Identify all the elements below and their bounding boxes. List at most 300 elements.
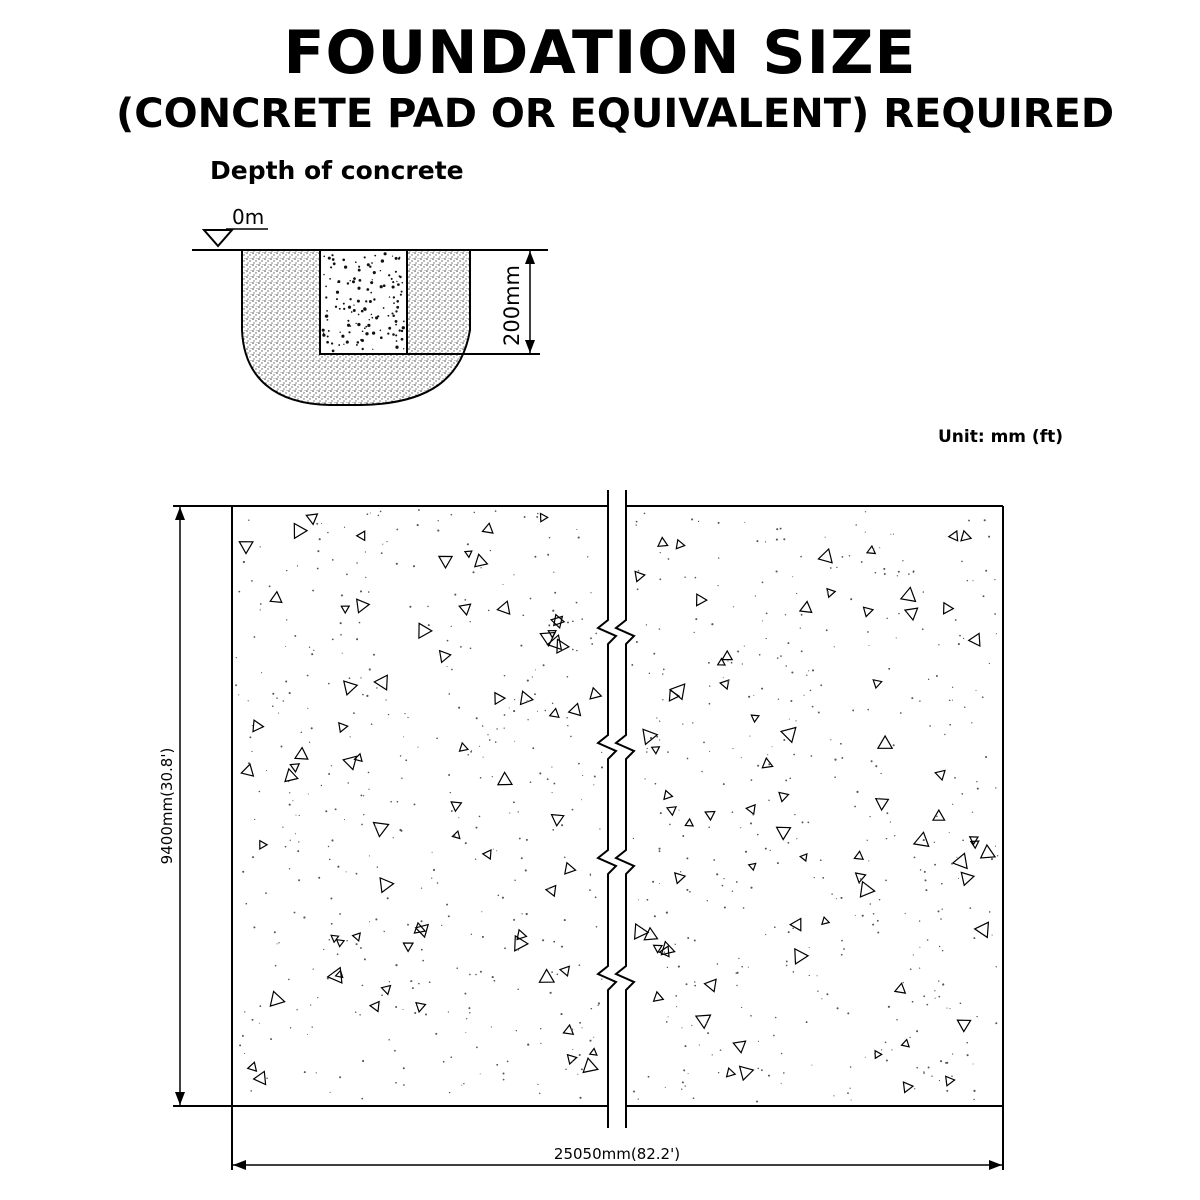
concrete-speck [395,271,397,273]
concrete-speck [393,302,395,304]
aggregate-dot [949,724,950,725]
aggregate-dot [817,975,818,976]
aggregate-dot [894,835,895,836]
aggregate-dot [913,570,915,572]
aggregate-dot [681,1027,682,1028]
aggregate-dot [681,1089,682,1090]
aggregate-dot [712,1054,713,1055]
aggregate-dot [281,746,283,748]
aggregate-dot [433,869,435,871]
aggregate-dot [328,846,329,847]
aggregate-dot [942,983,944,985]
aggregate-dot [633,1091,635,1093]
aggregate-dot [638,925,639,926]
concrete-speck [369,300,372,303]
aggregate-dot [902,560,903,561]
aggregate-dot [458,707,460,709]
aggregate-dot [410,981,412,983]
aggregate-dot [289,692,291,694]
concrete-speck [322,333,325,336]
aggregate-dot [450,792,451,793]
aggregate-dot [801,650,803,652]
aggregate-dot [686,889,688,891]
aggregate-dot [253,926,255,928]
aggregate-dot [582,775,583,776]
aggregate-dot [682,723,683,724]
aggregate-dot [897,575,898,576]
aggregate-dot [395,1006,397,1008]
aggregate-dot [581,799,582,800]
aggregate-dot [938,910,940,912]
aggregate-dot [266,770,267,771]
aggregate-dot [504,714,506,716]
aggregate-dot [942,909,943,910]
aggregate-dot [491,1026,492,1027]
page-title: FOUNDATION SIZE [283,18,917,88]
aggregate-dot [783,538,785,540]
aggregate-dot [919,947,920,948]
aggregate-dot [874,1053,876,1055]
aggregate-dot [820,684,822,686]
concrete-speck [337,280,340,283]
aggregate-dot [467,543,469,545]
aggregate-dot [590,873,591,874]
concrete-speck [350,325,351,326]
aggregate-dot [854,806,856,808]
aggregate-dot [530,781,532,783]
aggregate-dot [476,827,478,829]
aggregate-dot [716,873,718,875]
width-arrow-left [233,1160,246,1170]
aggregate-dot [788,931,790,933]
aggregate-dot [914,1088,915,1089]
aggregate-dot [976,781,977,782]
aggregate-dot [344,527,345,528]
aggregate-dot [414,1012,416,1014]
aggregate-dot [417,524,419,526]
aggregate-dot [923,591,925,593]
aggregate-dot [662,699,663,700]
aggregate-dot [278,713,279,714]
aggregate-dot [388,1039,390,1041]
aggregate-dot [928,679,929,680]
concrete-speck [363,307,366,310]
aggregate-dot [647,899,649,901]
concrete-speck [387,315,389,317]
aggregate-dot [869,816,870,817]
aggregate-dot [307,1034,308,1035]
aggregate-dot [890,821,891,822]
aggregate-dot [266,1078,268,1080]
aggregate-dot [335,808,337,810]
aggregate-dot [929,725,931,727]
aggregate-dot [847,1012,849,1014]
aggregate-dot [590,637,592,639]
aggregate-dot [594,776,596,778]
aggregate-dot [898,571,900,573]
aggregate-dot [713,859,715,861]
aggregate-dot [403,1084,405,1086]
aggregate-dot [723,878,724,879]
aggregate-dot [294,635,296,637]
aggregate-dot [976,1016,977,1017]
aggregate-dot [951,863,953,865]
aggregate-dot [599,828,600,829]
aggregate-dot [341,594,343,596]
aggregate-dot [722,885,724,887]
concrete-speck [370,292,372,294]
concrete-speck [374,255,376,257]
aggregate-dot [811,1065,812,1066]
concrete-speck [395,310,397,312]
aggregate-dot [675,995,677,997]
concrete-speck [369,319,370,320]
aggregate-dot [548,888,550,890]
concrete-speck [365,332,368,335]
aggregate-dot [945,1062,947,1064]
aggregate-dot [668,558,670,560]
aggregate-dot [994,579,995,580]
concrete-speck [383,284,386,287]
aggregate-dot [325,810,327,812]
aggregate-dot [364,958,366,960]
aggregate-dot [958,643,960,645]
aggregate-dot [659,850,661,852]
aggregate-dot [567,676,569,678]
aggregate-dot [886,618,887,619]
aggregate-dot [487,734,488,735]
aggregate-dot [909,1037,910,1038]
concrete-speck [391,278,393,280]
concrete-speck [325,315,328,318]
concrete-pad-section [320,250,407,354]
aggregate-dot [752,814,754,816]
aggregate-dot [737,651,739,653]
aggregate-dot [236,657,237,658]
aggregate-dot [526,913,528,915]
aggregate-dot [920,869,922,871]
aggregate-dot [975,690,976,691]
aggregate-dot [757,834,759,836]
aggregate-dot [418,983,420,985]
aggregate-dot [518,811,519,812]
aggregate-dot [288,781,289,782]
aggregate-dot [332,559,334,561]
aggregate-dot [877,932,879,934]
aggregate-dot [919,700,920,701]
aggregate-dot [960,1002,962,1004]
aggregate-dot [963,638,964,639]
aggregate-dot [851,1100,852,1101]
aggregate-dot [789,777,791,779]
aggregate-dot [934,990,935,991]
aggregate-dot [912,1001,914,1003]
aggregate-dot [691,1025,692,1026]
aggregate-dot [480,567,481,568]
aggregate-dot [989,663,990,664]
aggregate-dot [360,947,362,949]
aggregate-dot [251,580,253,582]
concrete-speck [353,309,356,312]
aggregate-dot [498,895,500,897]
aggregate-dot [387,897,389,899]
aggregate-dot [693,1097,695,1099]
aggregate-dot [717,585,718,586]
concrete-speck [348,306,351,309]
concrete-speck [358,269,361,272]
aggregate-dot [252,725,253,726]
concrete-speck [364,327,366,329]
aggregate-dot [307,675,309,677]
aggregate-dot [958,878,959,879]
concrete-speck [352,280,355,283]
aggregate-dot [454,594,456,596]
concrete-speck [380,270,381,271]
aggregate-dot [370,512,371,513]
aggregate-dot [251,751,252,752]
concrete-speck [380,336,383,339]
aggregate-dot [934,842,935,843]
aggregate-dot [466,1018,467,1019]
aggregate-dot [404,713,405,714]
aggregate-dot [785,614,786,615]
aggregate-dot [694,981,695,982]
aggregate-dot [347,782,348,783]
aggregate-dot [859,882,860,883]
aggregate-dot [438,520,439,521]
aggregate-dot [656,717,657,718]
aggregate-dot [353,712,355,714]
aggregate-dot [285,646,286,647]
aggregate-dot [595,633,597,635]
aggregate-dot [855,524,856,525]
aggregate-dot [346,940,347,941]
aggregate-dot [429,981,431,983]
aggregate-dot [401,777,402,778]
aggregate-dot [820,859,822,861]
aggregate-dot [337,953,339,955]
aggregate-dot [496,728,497,729]
aggregate-dot [550,992,552,994]
aggregate-dot [755,595,756,596]
aggregate-dot [780,528,782,530]
concrete-speck [349,280,350,281]
aggregate-dot [564,919,566,921]
aggregate-dot [356,943,358,945]
aggregate-dot [814,877,815,878]
aggregate-dot [530,598,532,600]
aggregate-dot [633,838,634,839]
aggregate-dot [756,540,758,542]
aggregate-dot [653,653,655,655]
concrete-speck [325,286,327,288]
aggregate-dot [896,637,897,638]
aggregate-dot [691,518,693,520]
aggregate-dot [860,878,862,880]
aggregate-dot [772,746,773,747]
concrete-speck [402,326,405,329]
concrete-speck [392,333,395,336]
aggregate-dot [331,765,332,766]
aggregate-dot [707,900,708,901]
aggregate-dot [826,629,828,631]
aggregate-dot [292,800,293,801]
aggregate-dot [822,877,824,879]
aggregate-dot [572,620,574,622]
aggregate-dot [936,675,938,677]
aggregate-dot [312,1026,313,1027]
aggregate-dot [741,1007,742,1008]
aggregate-dot [587,556,588,557]
concrete-speck [380,285,383,288]
aggregate-dot [317,568,319,570]
aggregate-dot [394,1050,396,1052]
aggregate-dot [982,696,984,698]
aggregate-dot [765,848,767,850]
aggregate-dot [288,979,290,981]
aggregate-dot [678,810,679,811]
aggregate-dot [323,949,324,950]
aggregate-dot [248,519,249,520]
aggregate-dot [304,1071,306,1073]
aggregate-dot [903,982,904,983]
aggregate-dot [342,653,343,654]
aggregate-dot [321,785,322,786]
aggregate-dot [985,570,987,572]
aggregate-dot [536,516,538,518]
aggregate-dot [879,899,880,900]
aggregate-dot [973,1099,974,1100]
concrete-speck [346,341,349,344]
aggregate-dot [552,610,554,612]
concrete-speck [365,300,367,302]
aggregate-dot [644,513,646,515]
aggregate-dot [361,824,363,826]
aggregate-dot [308,793,309,794]
aggregate-dot [744,522,745,523]
concrete-speck [370,281,373,284]
aggregate-dot [572,809,574,811]
aggregate-dot [751,779,753,781]
aggregate-dot [567,621,569,623]
aggregate-dot [437,882,439,884]
aggregate-dot [543,664,545,666]
aggregate-dot [362,694,364,696]
aggregate-dot [812,669,814,671]
aggregate-dot [952,687,953,688]
aggregate-dot [242,1035,244,1037]
aggregate-dot [801,614,803,616]
concrete-speck [369,265,371,267]
aggregate-dot [366,695,368,697]
aggregate-dot [380,511,382,513]
concrete-speck [355,323,356,324]
aggregate-dot [924,871,926,873]
aggregate-dot [873,913,875,915]
aggregate-dot [443,1061,445,1063]
aggregate-dot [577,1074,578,1075]
aggregate-dot [682,835,684,837]
aggregate-dot [596,926,598,928]
aggregate-dot [393,837,394,838]
aggregate-dot [910,968,912,970]
aggregate-dot [973,937,975,939]
aggregate-dot [745,851,747,853]
concrete-speck [333,262,336,265]
concrete-speck [361,339,364,342]
aggregate-dot [711,623,713,625]
aggregate-dot [451,626,452,627]
aggregate-dot [793,754,795,756]
aggregate-dot [841,954,843,956]
concrete-speck [401,330,403,332]
aggregate-dot [946,1090,948,1092]
aggregate-dot [765,934,766,935]
aggregate-dot [282,826,283,827]
aggregate-dot [269,585,271,587]
aggregate-dot [931,1076,932,1077]
aggregate-dot [667,967,668,968]
aggregate-dot [356,873,358,875]
aggregate-dot [331,839,333,841]
aggregate-dot [579,1022,581,1024]
aggregate-dot [504,675,506,677]
aggregate-dot [913,954,914,955]
aggregate-dot [375,826,377,828]
depth-arrow-top [525,251,535,264]
aggregate-dot [742,663,743,664]
aggregate-dot [896,1019,898,1021]
aggregate-dot [939,946,940,947]
aggregate-dot [369,855,370,856]
aggregate-dot [376,687,377,688]
aggregate-dot [911,697,913,699]
aggregate-dot [905,913,906,914]
aggregate-dot [601,752,602,753]
aggregate-dot [856,791,858,793]
aggregate-dot [972,580,973,581]
aggregate-dot [888,1006,890,1008]
aggregate-dot [718,557,719,558]
concrete-speck [399,329,401,331]
aggregate-dot [403,736,404,737]
aggregate-dot [852,709,854,711]
aggregate-dot [855,915,856,916]
aggregate-dot [738,958,739,959]
aggregate-dot [883,568,885,570]
concrete-pad-right [626,506,1003,1106]
aggregate-dot [296,1009,297,1010]
aggregate-dot [309,742,310,743]
concrete-speck [393,296,395,298]
aggregate-dot [595,896,597,898]
height-arrow-bottom [175,1092,185,1105]
aggregate-dot [421,887,422,888]
aggregate-dot [502,897,504,899]
concrete-speck [388,327,391,330]
aggregate-dot [949,832,950,833]
aggregate-dot [817,990,818,991]
aggregate-dot [806,675,807,676]
aggregate-dot [812,706,814,708]
aggregate-dot [340,634,342,636]
aggregate-dot [941,883,943,885]
aggregate-dot [804,695,805,696]
aggregate-dot [827,591,829,593]
concrete-speck [366,288,369,291]
aggregate-dot [631,664,633,666]
aggregate-dot [461,1085,462,1086]
